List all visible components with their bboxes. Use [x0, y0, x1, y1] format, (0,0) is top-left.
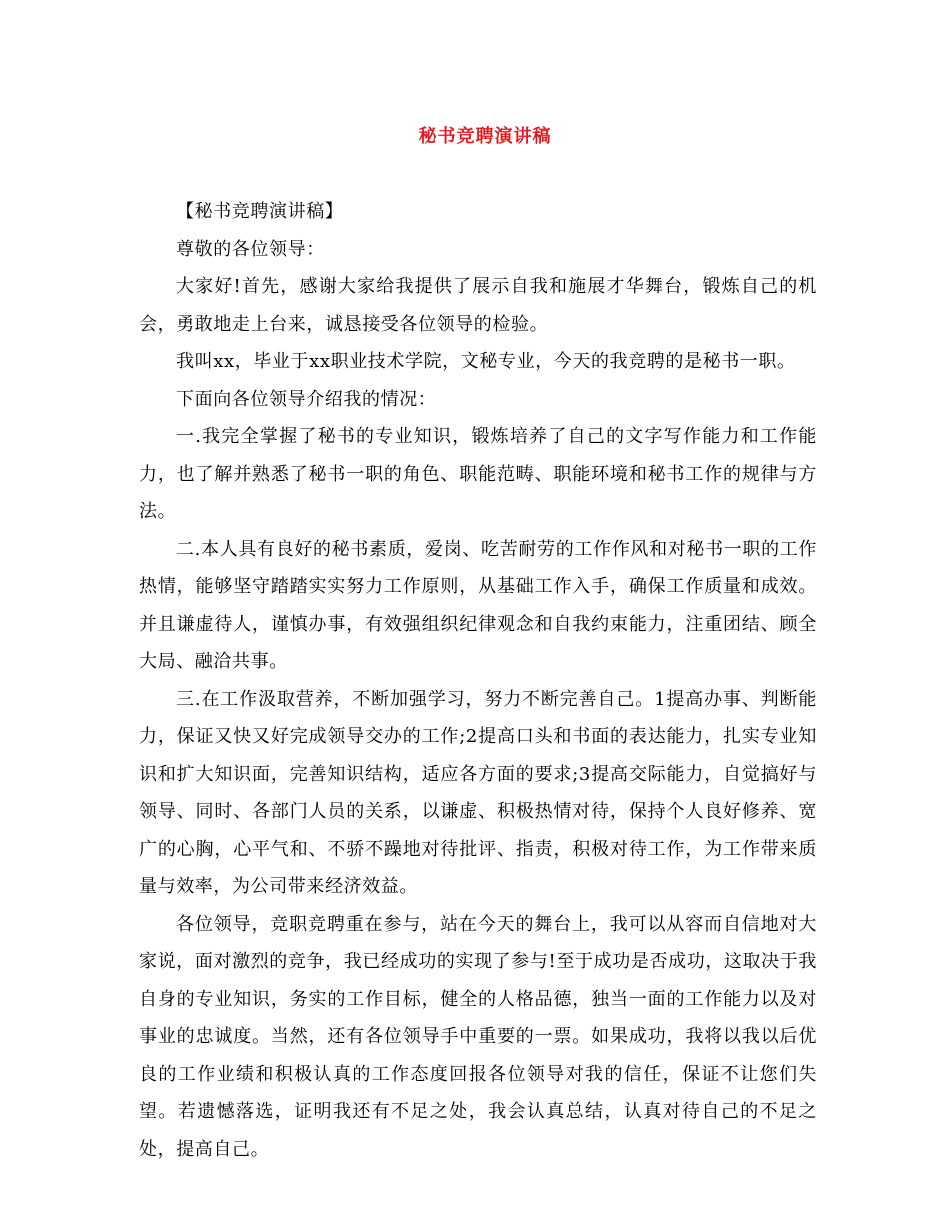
document-body [139, 193, 817, 1168]
paragraph-self-introduction: 我叫xx，毕业于xx职业技术学院，文秘专业，今天的我竞聘的是秘书一职。 [176, 351, 796, 372]
paragraph-point-two: 二.本人具有良好的秘书素质，爱岗、吃苦耐劳的工作作风和对秘书一职的工作热情，能够坚守踏踏实实努力工作原则，从基础工作入手，确保工作质量和成效。并且谦虚待人，谨慎办事，有效强组织纪律观念和自我约束能力，注重团结、顾全大局、融洽共事。 [139, 538, 817, 672]
paragraph-greeting: 大家好!首先，感谢大家给我提供了展示自我和施展才华舞台，锻炼自己的机会，勇敢地走上台来，诚恳接受各位领导的检验。 [139, 276, 817, 335]
paragraph-point-three: 三.在工作汲取营养，不断加强学习，努力不断完善自己。1提高办事、判断能力，保证又快又好完成领导交办的工作;2提高口头和书面的表达能力，扎实专业知识和扩大知识面，完善知识结构，适应各方面的要求;3提高交际能力，自觉搞好与领导、同时、各部门人员的关系，以谦虚、积极热情对待，保持个人良好修养、宽广的心胸，心平气和、不骄不躁地对待批评、指责，积极对待工作，为工作带来质量与效率，为公司带来经济效益。 [139, 688, 817, 897]
paragraph-salutation: 尊敬的各位领导： [176, 238, 325, 260]
paragraph-heading: 【秘书竞聘演讲稿】 [176, 201, 344, 222]
document-title: 秘书竞聘演讲稿 [418, 126, 552, 147]
paragraph-closing: 各位领导，竞职竞聘重在参与，站在今天的舞台上，我可以从容而自信地对大家说，面对激烈的竞争，我已经成功的实现了参与!至于成功是否成功，这取决于我自身的专业知识，务实的工作目标，健全的人格品德，独当一面的工作能力以及对事业的忠诚度。当然，还有各位领导手中重要的一票。如果成功，我将以我以后优良的工作业绩和积极认真的工作态度回报各位领导对我的信任，保证不让您们失望。若遗憾落选，证明我还有不足之处，我会认真总结，认真对待自己的不足之处，提高自己。 [139, 913, 817, 1160]
paragraph-point-one: 一.我完全掌握了秘书的专业知识，锻炼培养了自己的文字写作能力和工作能力，也了解并熟悉了秘书一职的角色、职能范畴、职能环境和秘书工作的规律与方法。 [139, 426, 817, 522]
paragraph-transition: 下面向各位领导介绍我的情况： [176, 388, 437, 410]
